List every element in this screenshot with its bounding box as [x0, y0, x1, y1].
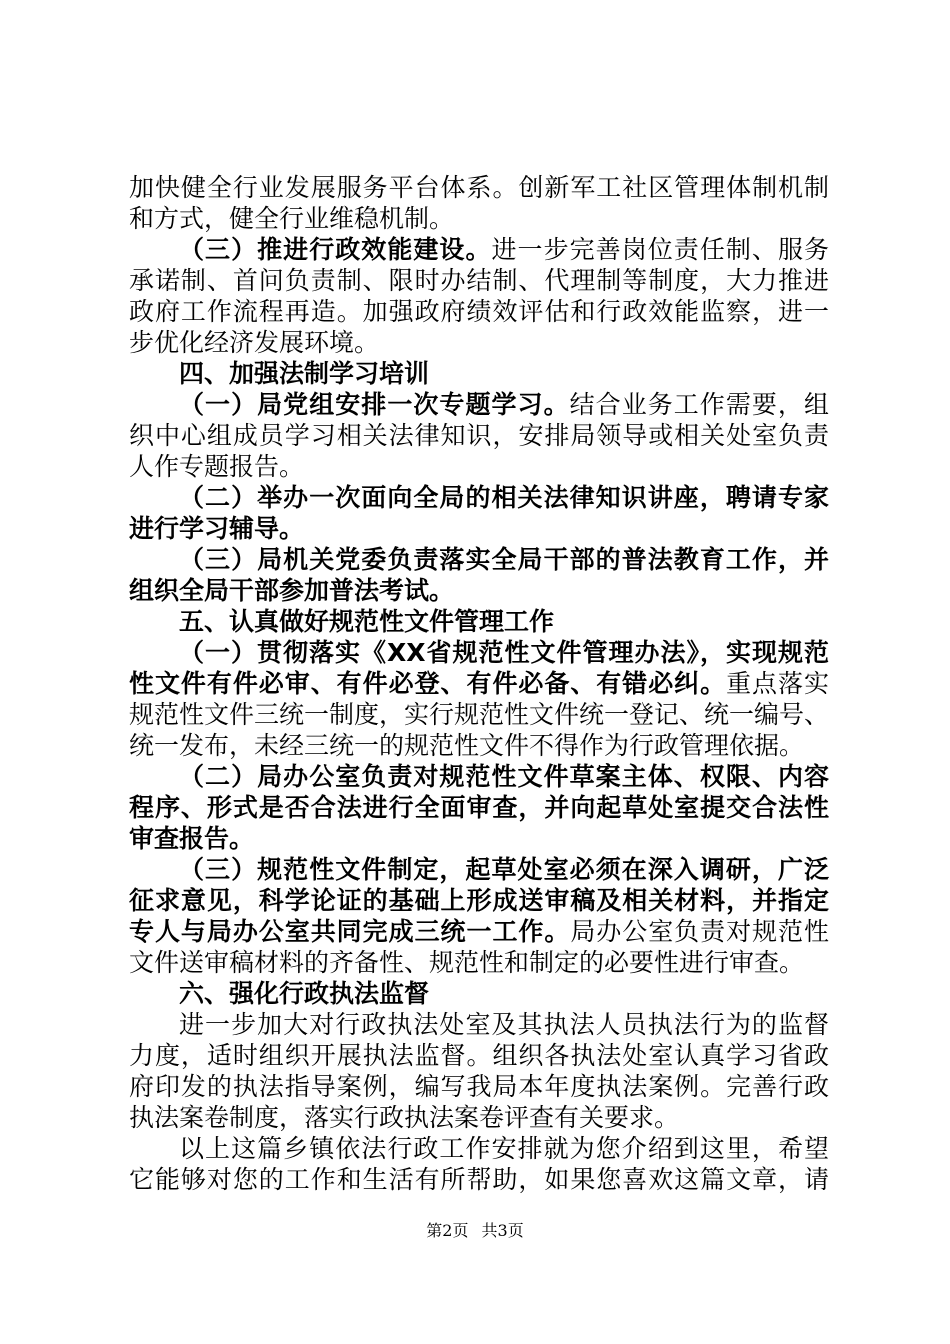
text-line — [129, 1009, 829, 1040]
bold-text-run: 性文件有件必审、有件必登、有件必备、有错必纠。 — [129, 669, 727, 698]
text-run: 承诺制、首问负责制、限时办结制、代理制等制度，大力推进 — [129, 266, 829, 295]
text-line — [129, 916, 829, 947]
bold-text-run: （一）贯彻落实《XX省规范性文件管理办法》，实现规范 — [179, 638, 829, 667]
bold-text-run: （三）推进行政效能建设。 — [179, 235, 492, 264]
text-run: 府印发的执法指导案例，编写我局本年度执法案例。完善行政 — [129, 1072, 829, 1101]
text-line — [129, 699, 829, 730]
text-line — [129, 947, 829, 978]
text-run: 进一步完善岗位责任制、服务 — [491, 235, 829, 264]
bold-text-run: （二）局办公室负责对规范性文件草案主体、权限、内容 — [179, 762, 829, 791]
text-line — [129, 234, 829, 265]
text-line — [129, 606, 829, 637]
text-line — [129, 451, 829, 482]
text-line — [129, 668, 829, 699]
bold-text-run: 进行学习辅导。 — [129, 514, 305, 543]
text-run: 执法案卷制度，落实行政执法案卷评查有关要求。 — [129, 1103, 680, 1132]
text-line — [129, 327, 829, 358]
bold-text-run: 四、加强法制学习培训 — [179, 359, 430, 388]
bold-text-run: （三）局机关党委负责落实全局干部的普法教育工作，并 — [179, 545, 829, 574]
text-run: 织中心组成员学习相关法律知识，安排局领导或相关处室负责 — [129, 421, 829, 450]
bold-text-run: 五、认真做好规范性文件管理工作 — [179, 607, 555, 636]
bold-text-run: 程序、形式是否合法进行全面审查，并向起草处室提交合法性 — [129, 793, 829, 822]
text-line — [129, 1071, 829, 1102]
text-line — [129, 544, 829, 575]
bold-text-run: 组织全局干部参加普法考试。 — [129, 576, 455, 605]
text-run: 和方式，健全行业维稳机制。 — [129, 204, 455, 233]
text-line — [129, 172, 829, 203]
page-footer — [0, 1218, 950, 1241]
text-run: 结合业务工作需要，组 — [569, 390, 829, 419]
text-run: 局办公室负责对规范性 — [570, 917, 829, 946]
text-run: 重点落实 — [726, 669, 829, 698]
text-run: 规范性文件三统一制度，实行规范性文件统一登记、统一编号、 — [129, 700, 830, 729]
text-line — [129, 854, 829, 885]
text-run: 人作专题报告。 — [129, 452, 305, 481]
document-body — [129, 172, 829, 1195]
text-line — [129, 265, 829, 296]
text-run: 政府工作流程再造。加强政府绩效评估和行政效能监察，进一 — [129, 297, 829, 326]
text-run: 统一发布，未经三统一的规范性文件不得作为行政管理依据。 — [129, 731, 805, 760]
text-run: 进一步加大对行政执法处室及其执法人员执法行为的监督 — [179, 1010, 829, 1039]
text-run: 步优化经济发展环境。 — [129, 328, 380, 357]
text-line — [129, 637, 829, 668]
page-total: 共3页 — [481, 1221, 524, 1240]
text-line — [129, 1102, 829, 1133]
bold-text-run: 专人与局办公室共同完成三统一工作。 — [129, 917, 571, 946]
text-line — [129, 761, 829, 792]
text-run: 它能够对您的工作和生活有所帮助，如果您喜欢这篇文章，请 — [129, 1165, 829, 1194]
text-run: 文件送审稿材料的齐备性、规范性和制定的必要性进行审查。 — [129, 948, 805, 977]
text-run: 加快健全行业发展服务平台体系。创新军工社区管理体制机制 — [129, 173, 829, 202]
bold-text-run: 六、强化行政执法监督 — [179, 979, 430, 1008]
text-line — [129, 823, 829, 854]
text-line — [129, 389, 829, 420]
text-run: 以上这篇乡镇依法行政工作安排就为您介绍到这里，希望 — [179, 1134, 829, 1163]
text-run: 力度，适时组织开展执法监督。组织各执法处室认真学习省政 — [129, 1041, 829, 1070]
text-line — [129, 203, 829, 234]
bold-text-run: 征求意见，科学论证的基础上形成送审稿及相关材料，并指定 — [129, 886, 829, 915]
text-line — [129, 482, 829, 513]
page-number: 第2页 — [426, 1221, 469, 1240]
text-line — [129, 296, 829, 327]
text-line — [129, 978, 829, 1009]
text-line — [129, 513, 829, 544]
text-line — [129, 420, 829, 451]
text-line — [129, 730, 829, 761]
bold-text-run: 审查报告。 — [129, 824, 255, 853]
bold-text-run: （二）举办一次面向全局的相关法律知识讲座，聘请专家 — [179, 483, 829, 512]
text-line — [129, 792, 829, 823]
bold-text-run: （一）局党组安排一次专题学习。 — [179, 390, 570, 419]
text-line — [129, 1164, 829, 1195]
text-line — [129, 575, 829, 606]
text-line — [129, 885, 829, 916]
text-line — [129, 1133, 829, 1164]
bold-text-run: （三）规范性文件制定，起草处室必须在深入调研，广泛 — [179, 855, 829, 884]
text-line — [129, 1040, 829, 1071]
text-line — [129, 358, 829, 389]
